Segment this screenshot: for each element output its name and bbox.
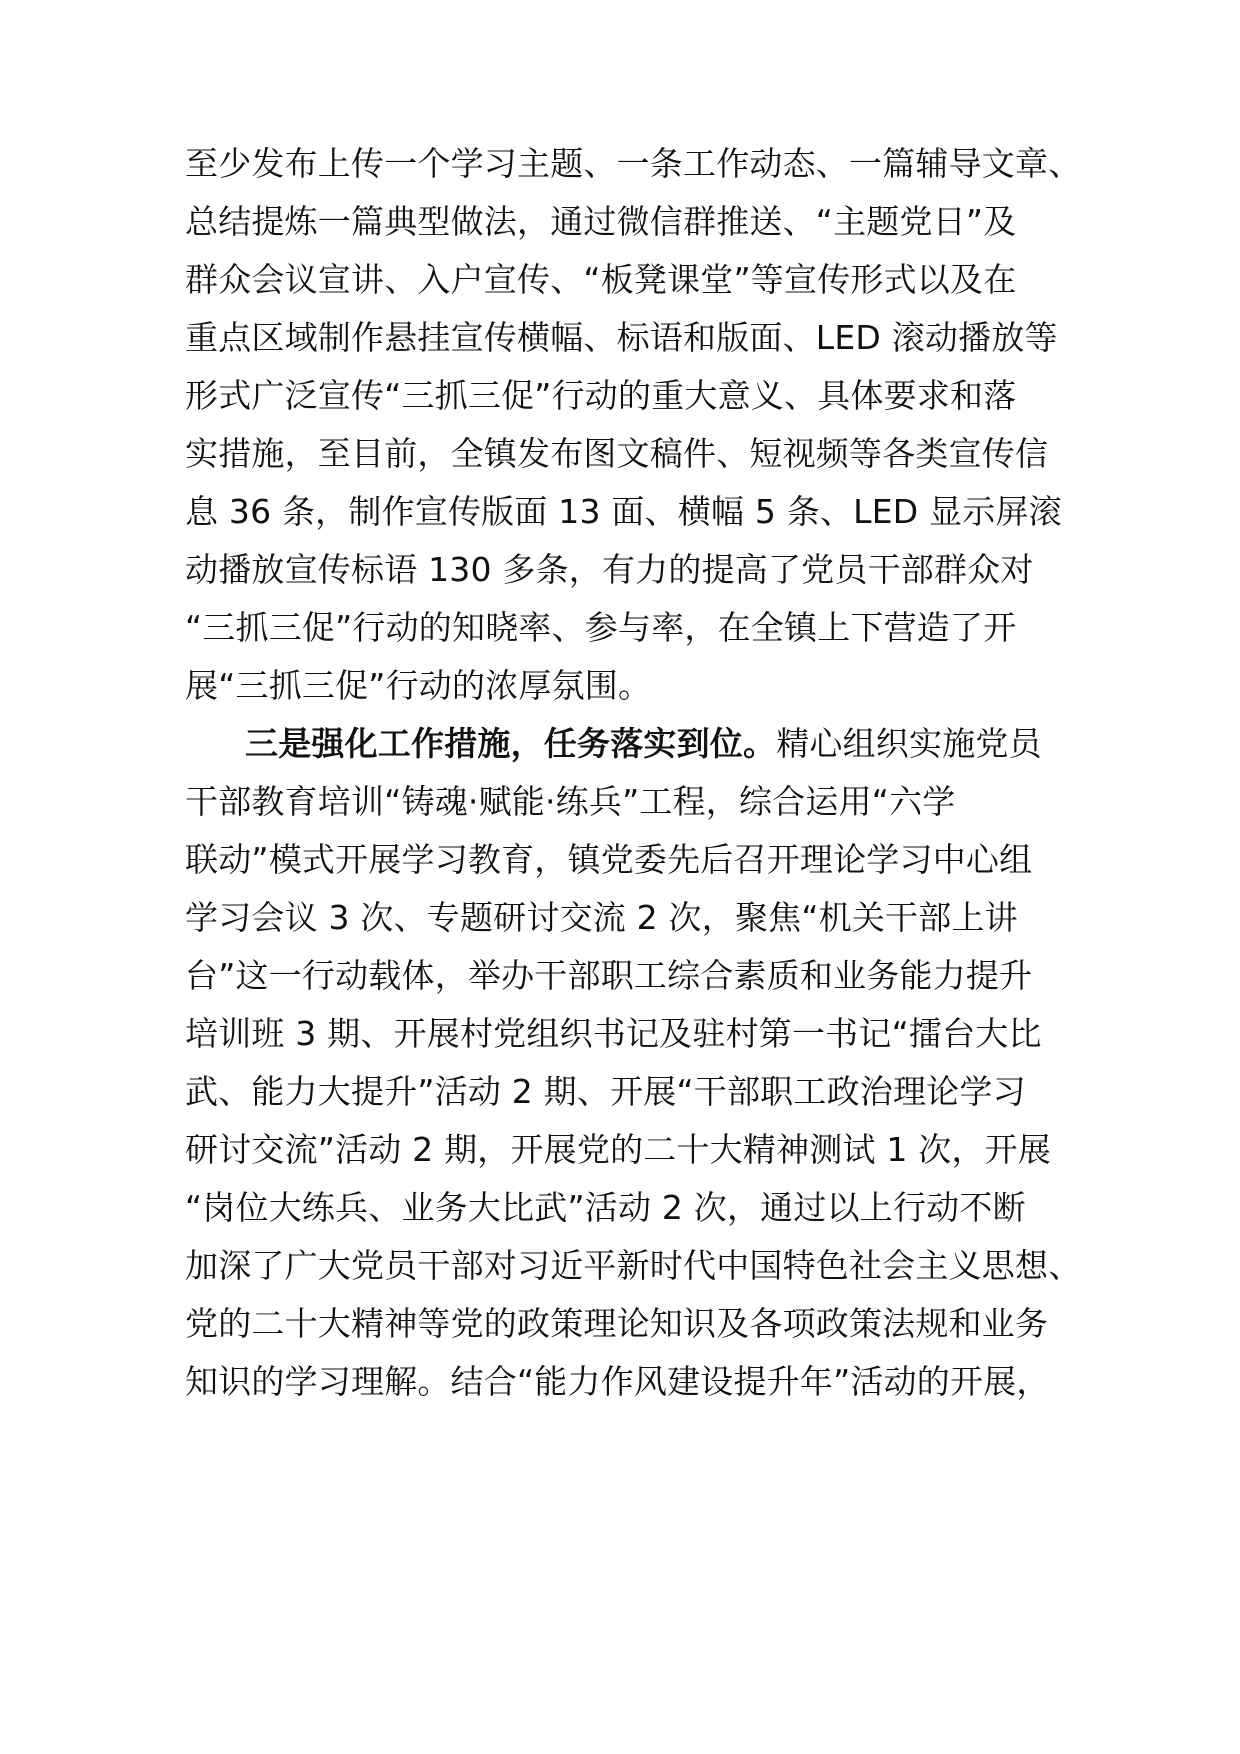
text-line: 培训班 3 期、开展村党组织书记及驻村第一书记“擂台大比 xyxy=(185,1014,1042,1053)
text-line: 群众会议宣讲、入户宣传、“板凳课堂”等宣传形式以及在 xyxy=(185,260,1017,299)
text-line: 展“三抓三促”行动的浓厚氛围。 xyxy=(185,666,652,705)
text-line: 党的二十大精神等党的政策理论知识及各项政策法规和业务 xyxy=(185,1304,1049,1343)
text-line: 重点区域制作悬挂宣传横幅、标语和版面、LED 滚动播放等 xyxy=(185,318,1058,357)
text-line: 联动”模式开展学习教育，镇党委先后召开理论学习中心组 xyxy=(185,840,1033,879)
text-line: 知识的学习理解。结合“能力作风建设提升年”活动的开展， xyxy=(185,1362,1050,1401)
text-line: 至少发布上传一个学习主题、一条工作动态、一篇辅导文章、 xyxy=(185,144,1082,183)
text-line: 学习会议 3 次、专题研讨交流 2 次，聚焦“机关干部上讲 xyxy=(185,898,1018,937)
paragraph-heading: 三是强化工作措施，任务落实到位。 xyxy=(245,724,777,763)
text-line: “岗位大练兵、业务大比武”活动 2 次，通过以上行动不断 xyxy=(185,1188,1026,1227)
text-line: 动播放宣传标语 130 多条，有力的提高了党员干部群众对 xyxy=(185,550,1034,589)
text-line: 武、能力大提升”活动 2 期、开展“干部职工政治理论学习 xyxy=(185,1072,1026,1111)
text-line: 加深了广大党员干部对习近平新时代中国特色社会主义思想、 xyxy=(185,1246,1082,1285)
paragraph-heading-line xyxy=(245,722,1042,766)
paragraph-lead: 精心组织实施党员 xyxy=(776,724,1042,763)
text-line: 息 36 条，制作宣传版面 13 面、横幅 5 条、LED 显示屏滚 xyxy=(185,492,1062,531)
text-line: “三抓三促”行动的知晓率、参与率，在全镇上下营造了开 xyxy=(185,608,1017,647)
text-line: 研讨交流”活动 2 期，开展党的二十大精神测试 1 次，开展 xyxy=(185,1130,1052,1169)
text-line: 台”这一行动载体，举办干部职工综合素质和业务能力提升 xyxy=(185,956,1033,995)
text-line: 实措施，至目前，全镇发布图文稿件、短视频等各类宣传信 xyxy=(185,434,1049,473)
text-line: 总结提炼一篇典型做法，通过微信群推送、“主题党日”及 xyxy=(185,202,1017,241)
text-line: 形式广泛宣传“三抓三促”行动的重大意义、具体要求和落 xyxy=(185,376,1017,415)
text-line: 干部教育培训“铸魂·赋能·练兵”工程，综合运用“六学 xyxy=(185,782,956,821)
